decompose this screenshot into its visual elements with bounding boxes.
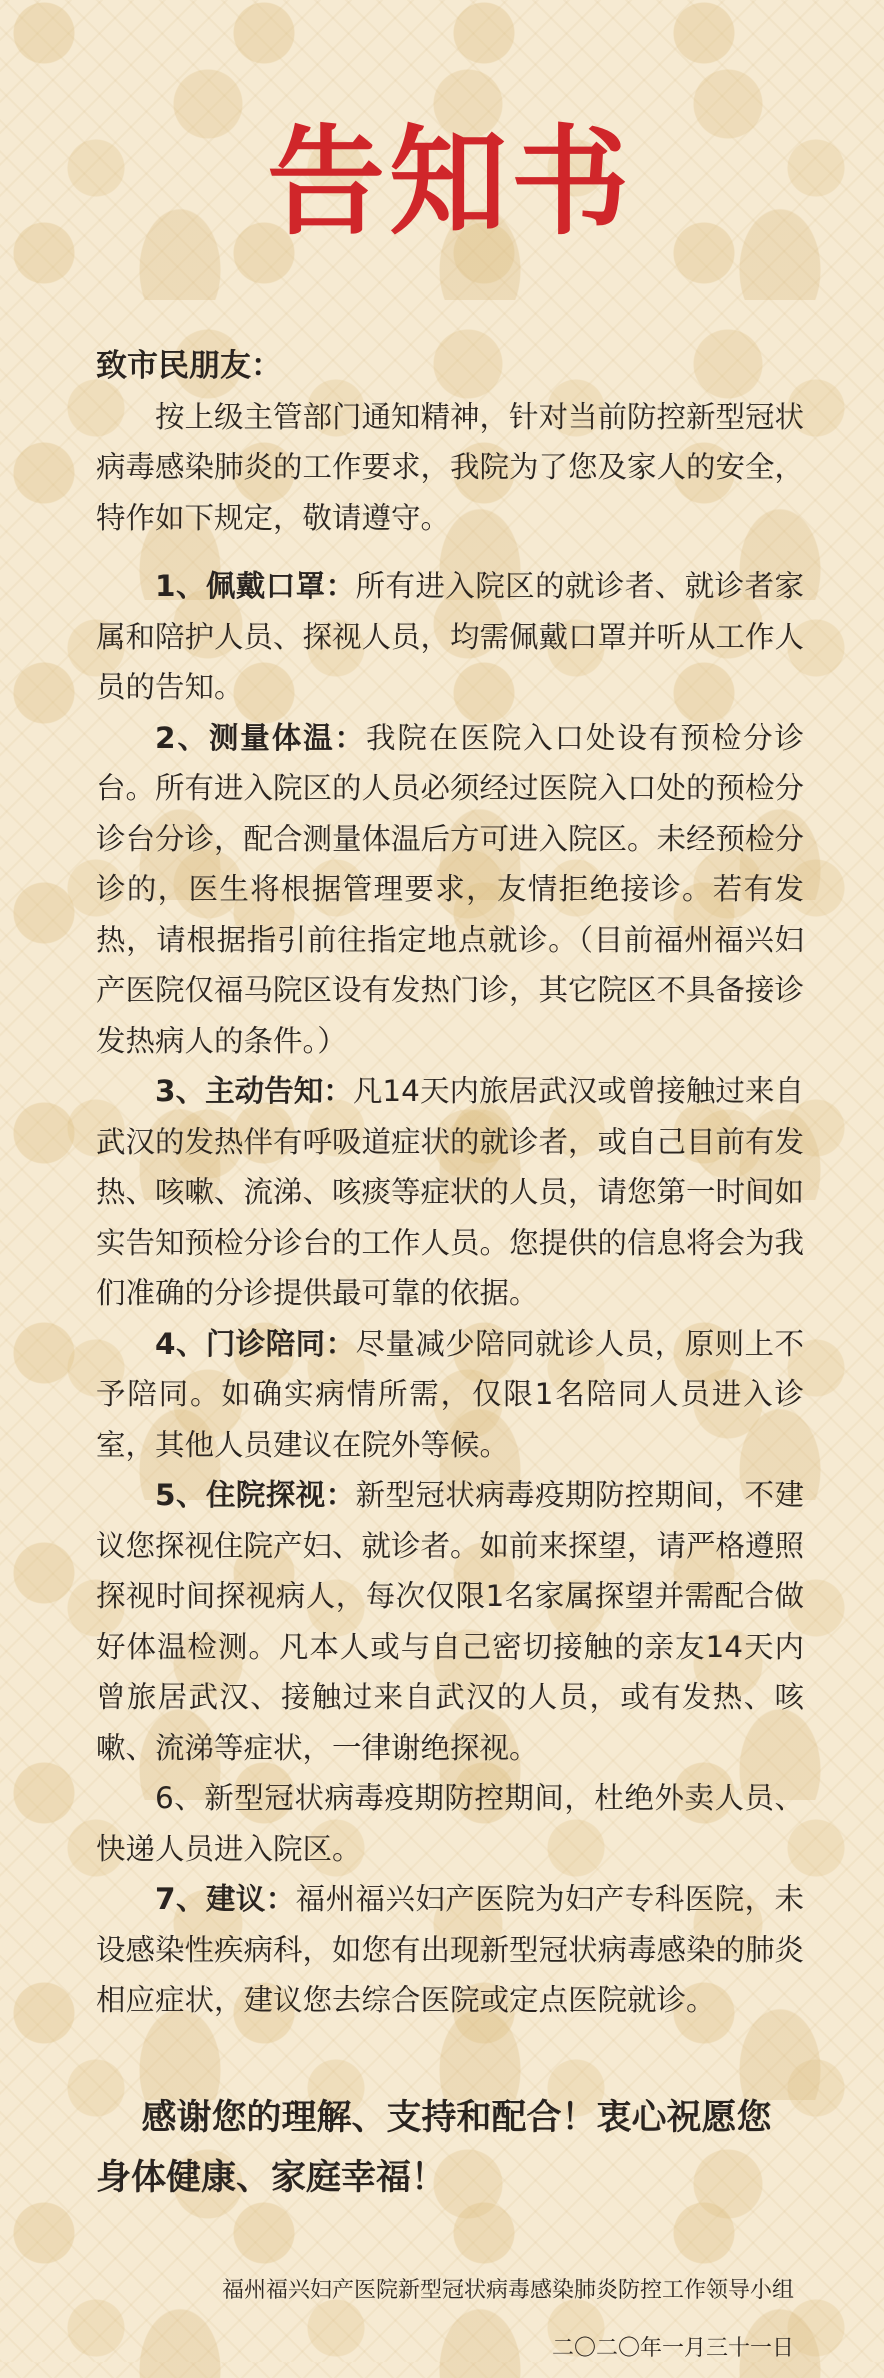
signature-block	[96, 2262, 804, 2378]
item-1-text: 所有进入院区的就诊者、就诊者家属和陪护人员、探视人员，均需佩戴口罩并听从工作人员的告知。	[96, 569, 805, 705]
item-6-text: 6、新型冠状病毒疫期防控期间，杜绝外卖人员、快递人员进入院区。	[96, 1781, 804, 1866]
item-3-text: 凡14天内旅居武汉或曾接触过来自武汉的发热伴有呼吸道症状的就诊者，或自己目前有发热、咳嗽、流涕、咳痰等症状的人员，请您第一时间如实告知预检分诊台的工作人员。您提供的信息将会为我们准确的分诊提供最可靠的依据。	[96, 1074, 805, 1311]
item-2-text: 我院在医院入口处设有预检分诊台。所有进入院区的人员必须经过医院入口处的预检分诊台分诊，配合测量体温后方可进入院区。未经预检分诊的，医生将根据管理要求，友情拒绝接诊。若有发热，请根据指引前往指定地点就诊。（目前福州福兴妇产医院仅福马院区设有发热门诊，其它院区不具备接诊发热病人的条件。）	[96, 720, 805, 1058]
section-gap	[96, 543, 804, 561]
item-1	[96, 561, 804, 713]
item-4	[96, 1319, 804, 1471]
intro-paragraph: 按上级主管部门通知精神，针对当前防控新型冠状病毒感染肺炎的工作要求，我院为了您及家人的安全，特作如下规定，敬请遵守。	[96, 399, 805, 535]
signature-date: 二〇二〇年一月三十一日	[551, 2335, 794, 2361]
item-5-text: 新型冠状病毒疫期防控期间，不建议您探视住院产妇、就诊者。如前来探望，请严格遵照探视时间探视病人，每次仅限1名家属探望并需配合做好体温检测。凡本人或与自己密切接触的亲友14天内曾旅居武汉、接触过来自武汉的人员，或有发热、咳嗽、流涕等症状，一律谢绝探视。	[96, 1478, 805, 1765]
item-1-label: 1、佩戴口罩：	[155, 569, 356, 604]
item-7-text: 福州福兴妇产医院为妇产专科医院，未设感染性疾病科，如您有出现新型冠状病毒感染的肺炎相应症状，建议您去综合医院或定点医院就诊。	[96, 1882, 805, 2018]
page-title: 告知书	[266, 113, 633, 251]
item-4-label: 4、门诊陪同：	[155, 1326, 356, 1361]
item-2	[96, 713, 804, 1067]
item-5-label: 5、住院探视：	[155, 1478, 356, 1513]
closing-message: 感谢您的理解、支持和配合！衷心祝愿您身体健康、家庭幸福！	[96, 2097, 772, 2198]
item-2-label: 2、测量体温：	[155, 720, 366, 755]
item-7	[96, 1874, 804, 2026]
item-4-text: 尽量减少陪同就诊人员，原则上不予陪同。如确实病情所需，仅限1名陪同人员进入诊室，其他人员建议在院外等候。	[96, 1326, 804, 1462]
item-3	[96, 1066, 804, 1319]
item-6	[96, 1773, 804, 1874]
signature-organization: 福州福兴妇产医院新型冠状病毒感染肺炎防控工作领导小组	[221, 2277, 794, 2303]
item-3-label: 3、主动告知：	[155, 1074, 353, 1109]
item-5	[96, 1470, 804, 1773]
salutation: 致市民朋友：	[96, 347, 282, 384]
item-7-label: 7、建议：	[155, 1882, 296, 1917]
